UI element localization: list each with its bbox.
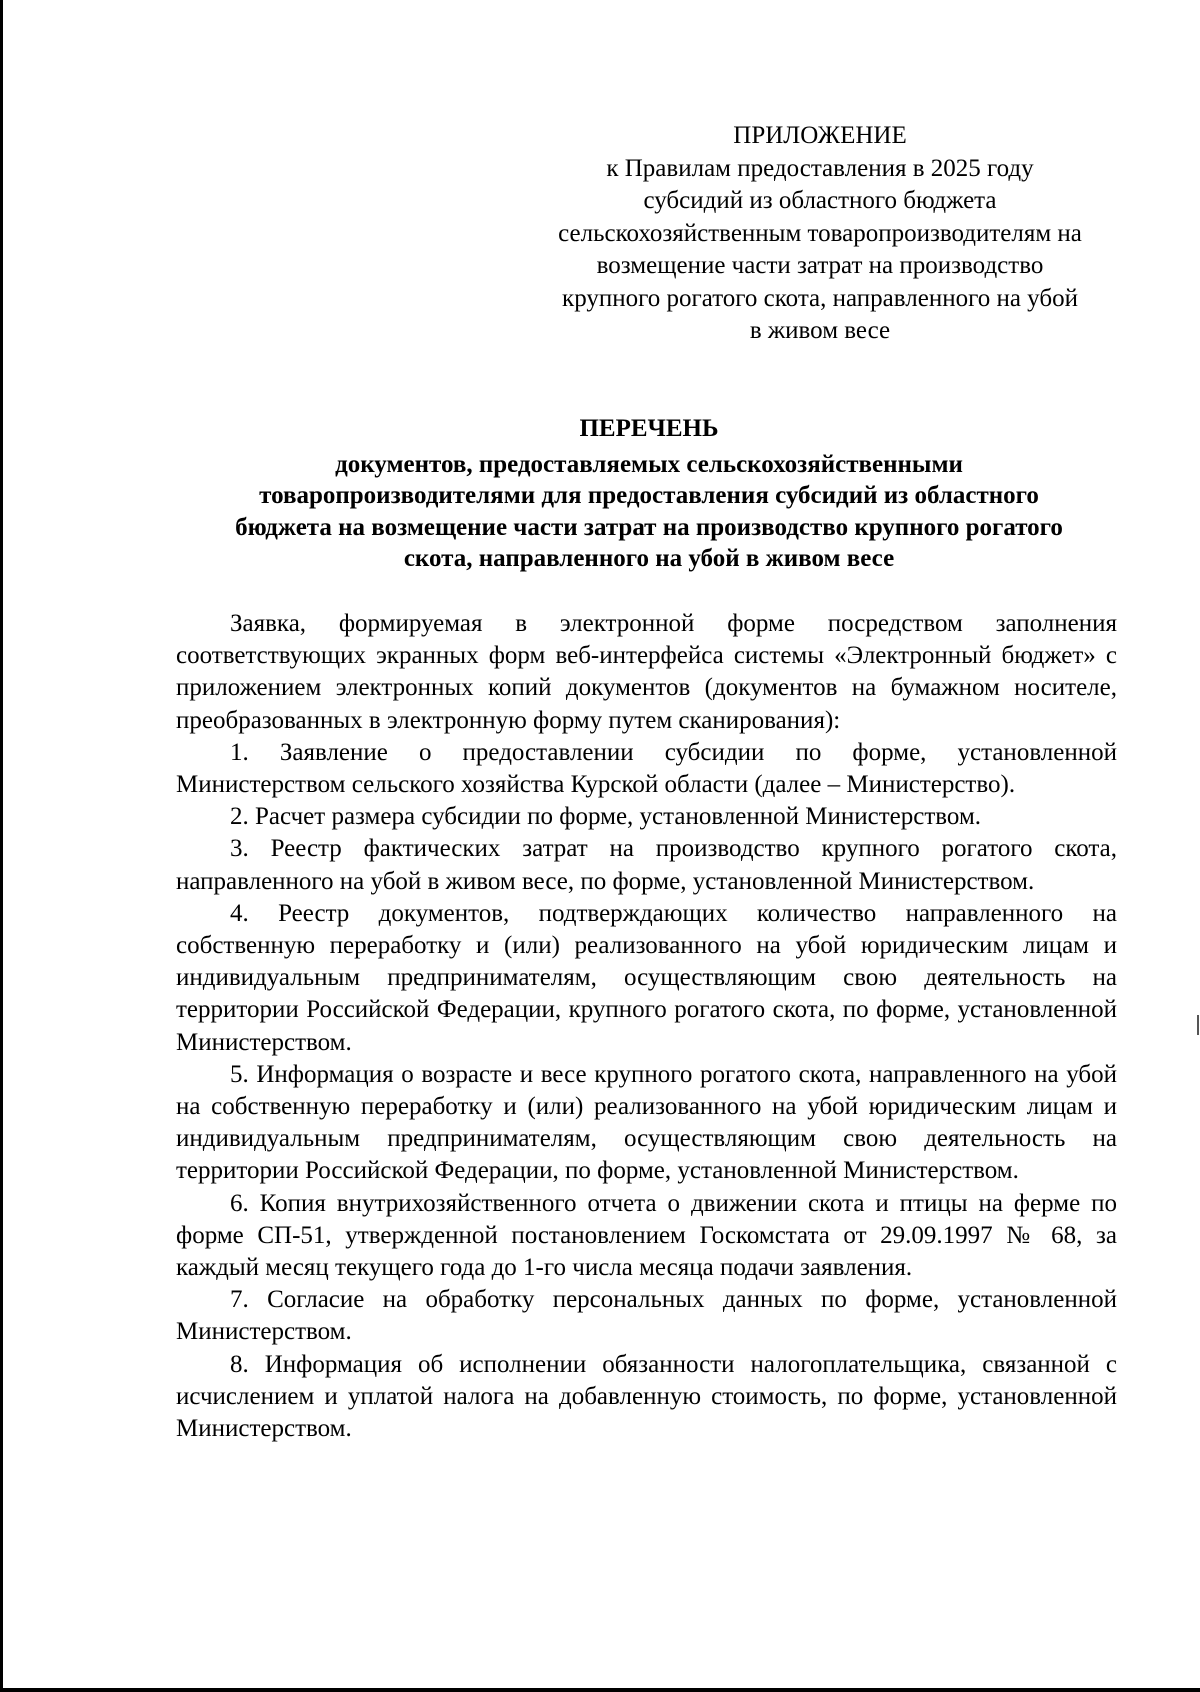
scan-edge-mark	[1197, 1015, 1199, 1035]
list-item: 2. Расчет размера субсидии по форме, установленной Министерством.	[230, 803, 982, 831]
scan-edge-left	[0, 0, 3, 1692]
list-item: 6. Копия внутрихозяйственного отчета о движении скота и птицы на ферме по форме СП-51, утвержденной постановлением Госкомстата от 29.09.1997 № 68, за каждый месяц текущего года до 1-го числа месяца подачи заявления.	[176, 1189, 1117, 1282]
document-title	[168, 413, 1130, 575]
appendix-line: субсидий из областного бюджета	[643, 187, 997, 214]
list-item: 8. Информация об исполнении обязанности налогоплательщика, связанной с исчислением и уплатой налога на добавленную стоимость, по форме, установленной Министерством.	[176, 1350, 1117, 1443]
intro-paragraph: Заявка, формируемая в электронной форме посредством заполнения соответствующих экранных форм веб-интерфейса системы «Электронный бюджет» с приложением электронных копий документов (документов на бумажном носителе, преобразованных в электронную форму путем сканирования):	[176, 610, 1117, 734]
appendix-block	[505, 120, 1135, 348]
appendix-heading: ПРИЛОЖЕНИЕ	[733, 122, 907, 149]
document-body	[176, 608, 1117, 1445]
appendix-line: к Правилам предоставления в 2025 году	[606, 154, 1034, 182]
list-item: 1. Заявление о предоставлении субсидии по форме, установленной Министерством сельского хозяйства Курской области (далее – Министерство).	[176, 738, 1117, 799]
appendix-line: сельскохозяйственным товаропроизводителям на	[558, 219, 1082, 247]
title-main: ПЕРЕЧЕНЬ	[579, 415, 719, 442]
title-line: товаропроизводителями для предоставления субсидий из областного	[259, 482, 1039, 509]
appendix-line: в живом весе	[749, 317, 891, 344]
title-line: бюджета на возмещение части затрат на производство крупного рогатого	[235, 513, 1063, 541]
list-item: 3. Реестр фактических затрат на производство крупного рогатого скота, направленного на убой в живом весе, по форме, установленной Министерством.	[176, 835, 1117, 895]
list-item: 4. Реестр документов, подтверждающих количество направленного на собственную переработку и (или) реализованного на убой юридическим лицам и индивидуальным предпринимателям, осуществляющим свою деятельность на территории Российской Федерации, крупного рогатого скота, по форме, установленной Министерством.	[176, 899, 1117, 1056]
title-line: скота, направленного на убой в живом весе	[403, 545, 895, 572]
appendix-line: крупного рогатого скота, направленного на убой	[562, 284, 1078, 312]
appendix-line: возмещение части затрат на производство	[596, 252, 1044, 279]
scan-edge-bottom	[0, 1688, 1200, 1692]
title-line: документов, предоставляемых сельскохозяйственными	[335, 450, 963, 478]
list-item: 7. Согласие на обработку персональных данных по форме, установленной Министерством.	[176, 1286, 1117, 1346]
list-item: 5. Информация о возрасте и весе крупного рогатого скота, направленного на убой на собственную переработку и (или) реализованного на убой юридическим лицам и индивидуальным предпринимателям, осуществляющим свою деятельность на территории Российской Федерации, по форме, установленной Министерством.	[176, 1060, 1117, 1185]
